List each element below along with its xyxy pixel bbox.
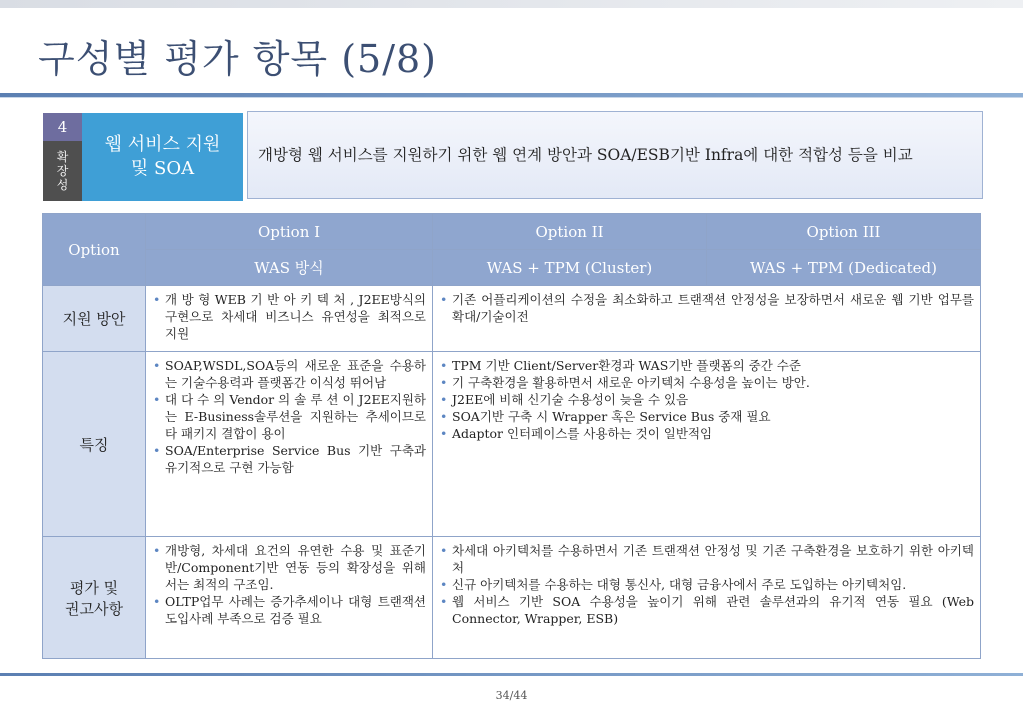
evaluation-table (42, 213, 981, 659)
page-title: 구성별 평가 항목 (5/8) (38, 37, 438, 81)
row-label-line2: 권고사항 (65, 599, 123, 618)
category-description: 개방형 웹 서비스를 지원하기 위한 웹 연계 방안과 SOA/ESB기반 Infra에 대한 적합성 등을 비교 (247, 111, 983, 199)
option-3-method: WAS + TPM (Dedicated) (707, 250, 981, 286)
category-name (82, 113, 243, 201)
list-item: • SOAP,WSDL,SOA등의 새로운 표준을 수용하는 기술수용력과 플랫폼간 이식성 뛰어남 (153, 357, 426, 391)
table-row-features (43, 352, 981, 537)
list-item: • 대 다 수 의 Vendor 의 솔 루 션 이 J2EE지원하는 E-Business솔루션을 지원하는 추세이므로 타 패키지 결합이 용이 (153, 391, 426, 442)
list-item: • 신규 아키텍처를 수용하는 대형 통신사, 대형 금융사에서 주로 도입하는 아키텍처임. (440, 576, 974, 593)
evaluation-option-1-cell (146, 537, 433, 659)
row-label-evaluation (43, 537, 146, 659)
top-decoration-bar (0, 0, 1023, 8)
category-name-line1: 웹 서비스 지원 (104, 134, 221, 155)
table-row-evaluation (43, 537, 981, 659)
list-item: • SOA기반 구축 시 Wrapper 혹은 Service Bus 중재 필요 (440, 408, 974, 425)
evaluation-option-23-cell (433, 537, 981, 659)
list-item: • J2EE에 비해 신기술 수용성이 늦을 수 있음 (440, 391, 974, 408)
list-item: • TPM 기반 Client/Server환경과 WAS기반 플랫폼의 중간 수준 (440, 357, 974, 374)
table-row-support (43, 286, 981, 352)
list-item: • Adaptor 인터페이스를 사용하는 것이 일반적임 (440, 425, 974, 442)
features-option-23-cell (433, 352, 981, 537)
support-option-23-cell (433, 286, 981, 352)
option-header: Option (43, 214, 146, 286)
option-1-method: WAS 방식 (146, 250, 433, 286)
category-side-char: 장 (56, 164, 69, 178)
category-side-char: 성 (56, 178, 69, 192)
list-item: • 기 구축환경을 활용하면서 새로운 아키텍처 수용성을 높이는 방안. (440, 374, 974, 391)
option-1-header: Option I (146, 214, 433, 250)
list-item: • 기존 어플리케이션의 수정을 최소화하고 트랜잭션 안정성을 보장하면서 새로운 웹 기반 업무를 확대/기술이전 (440, 291, 974, 325)
list-item: • 개방형, 차세대 요건의 유연한 수용 및 표준기반/Component기반 연동 등의 확장성을 위해서는 최적의 구조임. (153, 542, 426, 593)
list-item: • OLTP업무 사례는 증가추세이나 대형 트랜잭션 도입사례 부족으로 검증 필요 (153, 593, 426, 627)
row-label-features: 특징 (43, 352, 146, 537)
list-item: • 차세대 아키텍처를 수용하면서 기존 트랜잭션 안정성 및 기존 구축환경을 보호하기 위한 아키텍처 (440, 542, 974, 576)
list-item: • 웹 서비스 기반 SOA 수용성을 높이기 위해 관련 솔루션과의 유기적 연동 필요 (Web Connector, Wrapper, ESB) (440, 593, 974, 627)
features-option-1-cell (146, 352, 433, 537)
list-item: • SOA/Enterprise Service Bus 기반 구축과 유기적으로 구현 가능함 (153, 442, 426, 476)
page-number: 34/44 (495, 689, 528, 702)
support-option-1-cell (146, 286, 433, 352)
category-name-line2: 및 SOA (130, 158, 195, 179)
category-side-label (43, 141, 82, 201)
row-label-line1: 평가 및 (69, 578, 119, 597)
category-side-char: 확 (56, 150, 69, 164)
option-2-method: WAS + TPM (Cluster) (433, 250, 707, 286)
title-divider-thin (0, 97, 1023, 98)
footer-divider (0, 673, 1023, 676)
option-2-header: Option II (433, 214, 707, 250)
category-number: 4 (43, 113, 82, 141)
option-3-header: Option III (707, 214, 981, 250)
row-label-support: 지원 방안 (43, 286, 146, 352)
list-item: • 개 방 형 WEB 기 반 아 키 텍 처 , J2EE방식의 구현으로 차세대 비즈니스 유연성을 최적으로 지원 (153, 291, 426, 342)
